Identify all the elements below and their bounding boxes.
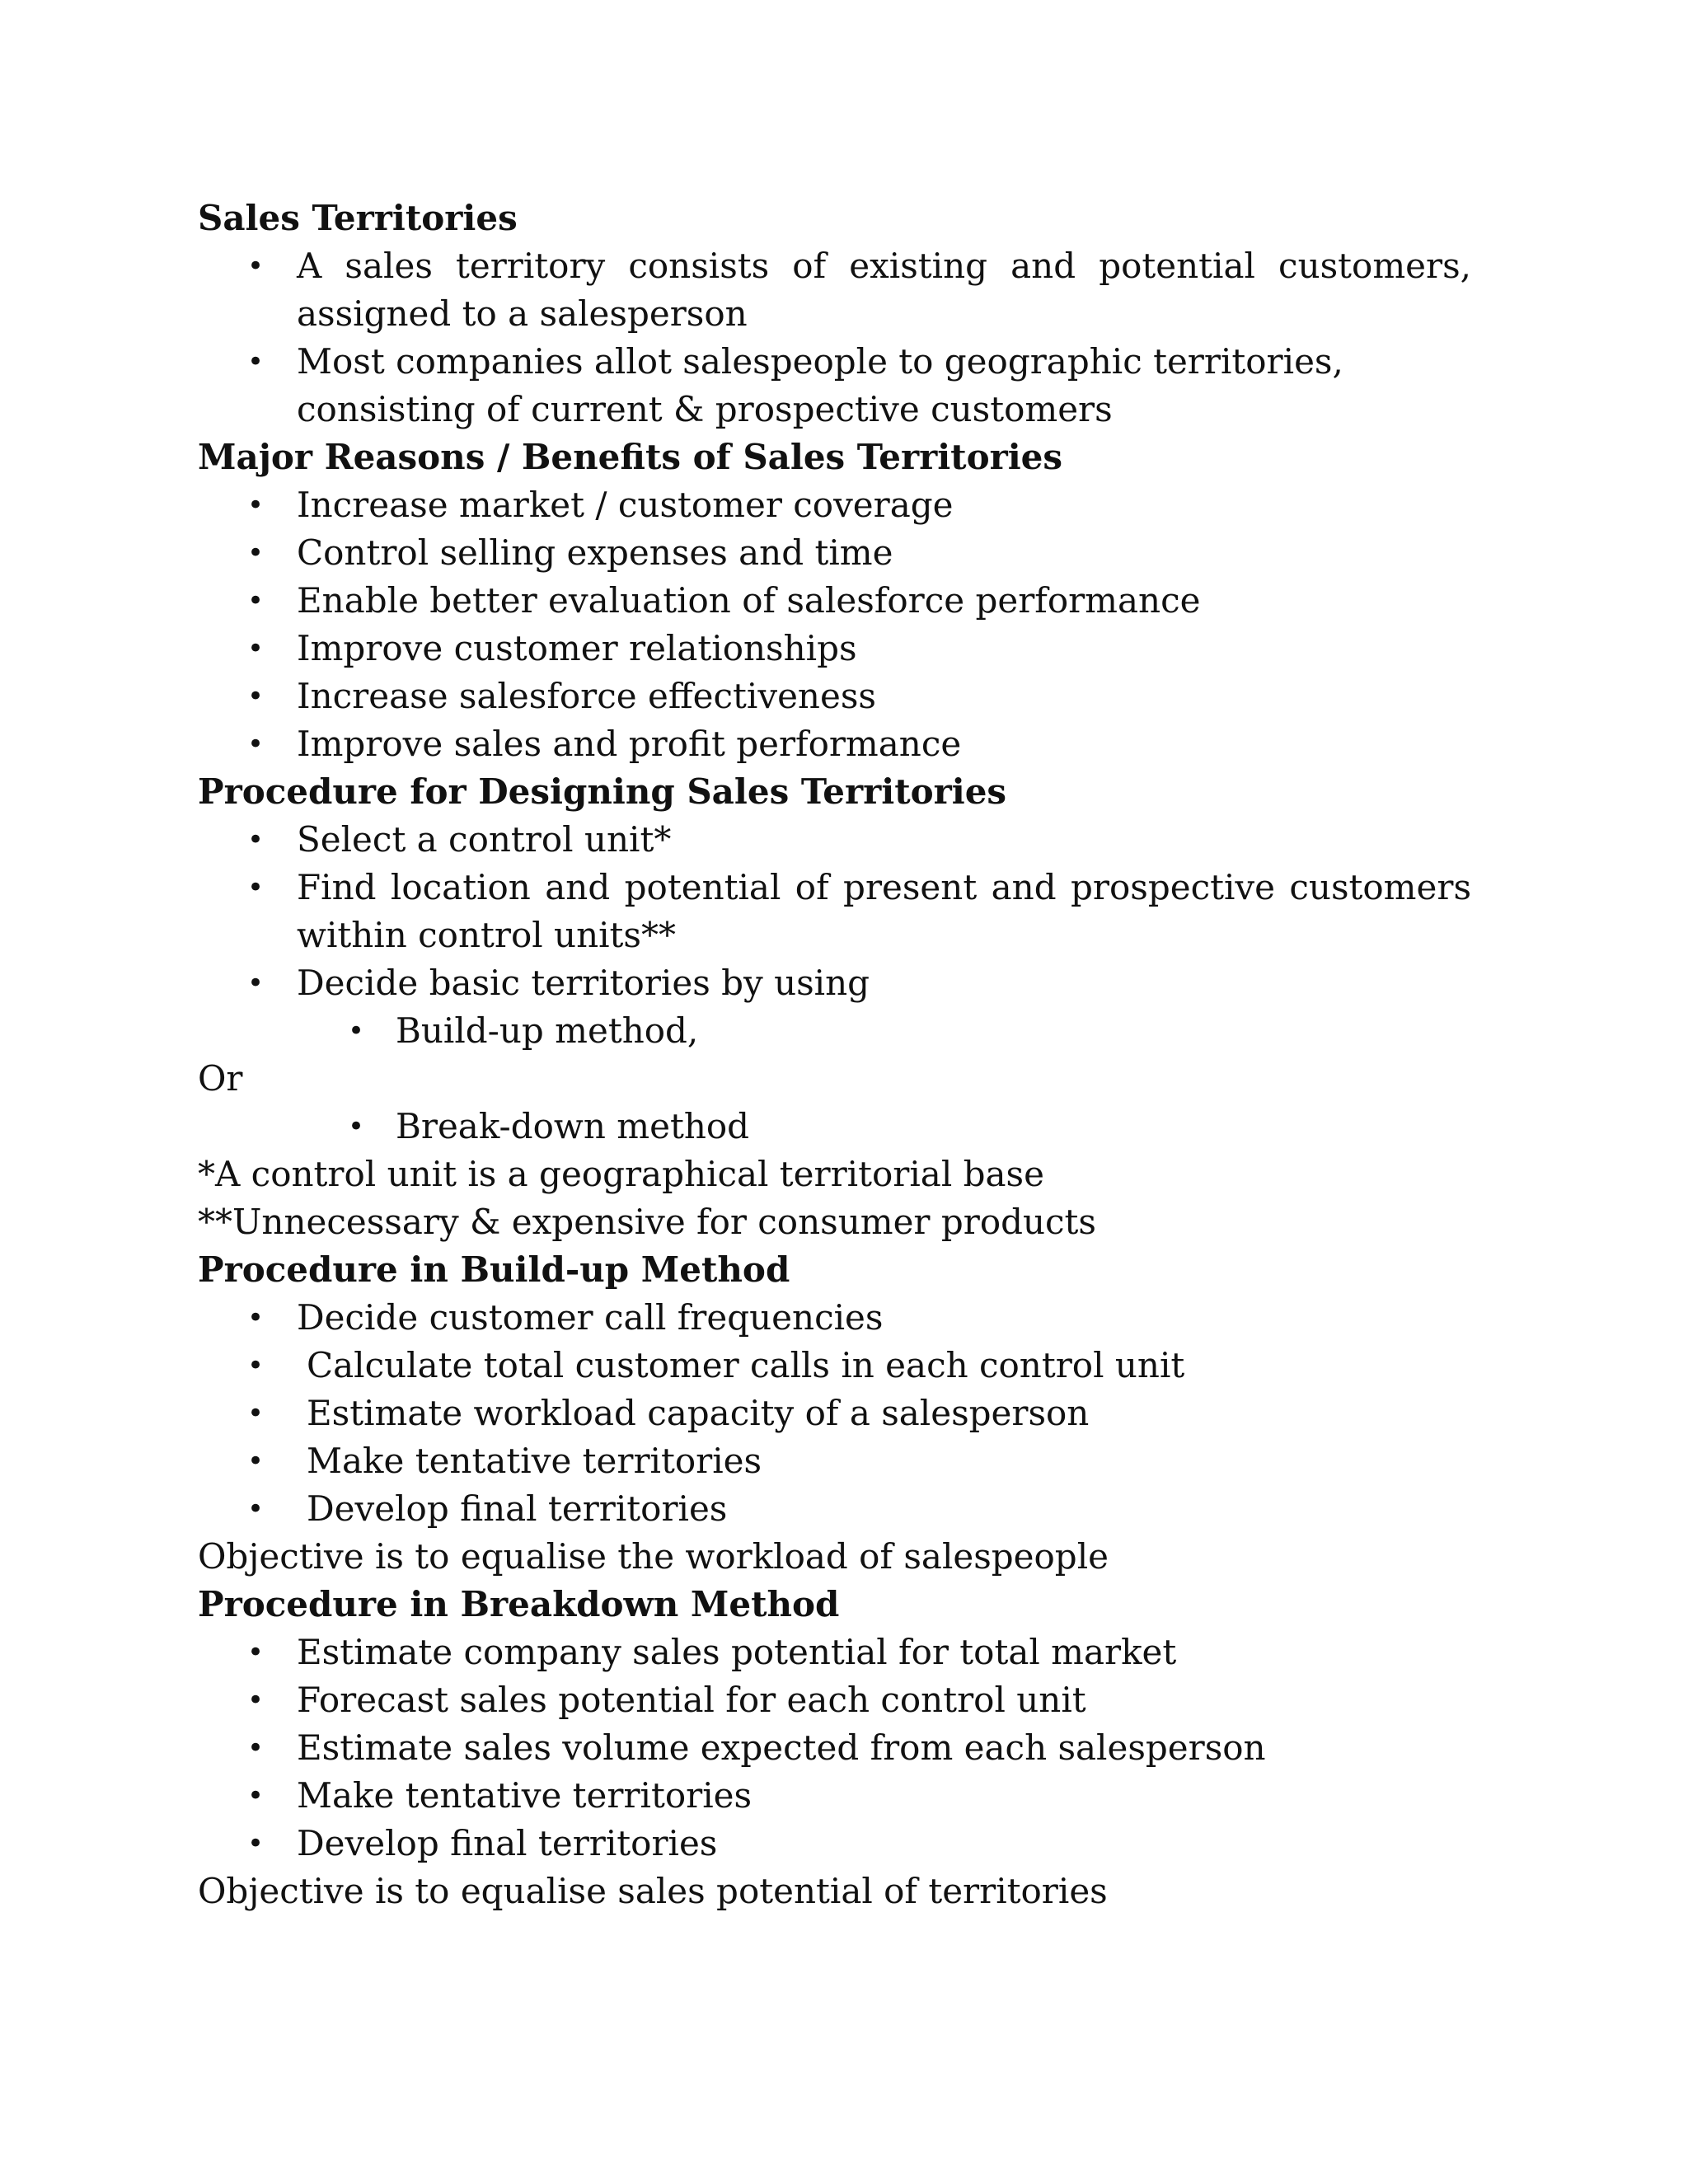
- bullet-icon: •: [348, 1015, 365, 1047]
- bullet-icon: •: [247, 1684, 265, 1717]
- sub-list-item-text: Break-down method: [396, 1106, 750, 1146]
- list-item-text: Find location and potential of present and prospective customers within control units**: [297, 867, 1471, 955]
- document-page: [198, 194, 1471, 1915]
- list-item: [198, 481, 1471, 529]
- list-item-text: Calculate total customer calls in each control unit: [307, 1345, 1185, 1385]
- buildup-list: [198, 1294, 1471, 1533]
- bullet-icon: •: [247, 1445, 265, 1478]
- list-item: [198, 1342, 1471, 1390]
- list-item-text: Increase market / customer coverage: [297, 485, 954, 525]
- section-heading-designing: Procedure for Designing Sales Territories: [198, 771, 1007, 812]
- section-heading-breakdown: Procedure in Breakdown Method: [198, 1584, 840, 1624]
- bullet-icon: •: [247, 1397, 265, 1430]
- designing-list: [198, 816, 1471, 1055]
- list-item-text: Estimate company sales potential for total market: [297, 1632, 1177, 1672]
- list-item: [198, 1676, 1471, 1724]
- bullet-icon: •: [247, 871, 265, 904]
- section-heading-buildup: Procedure in Build-up Method: [198, 1249, 790, 1290]
- benefits-list: [198, 481, 1471, 768]
- list-item: [198, 864, 1471, 959]
- designing-sublist: [198, 1103, 1471, 1151]
- bullet-icon: •: [247, 1301, 265, 1334]
- bullet-icon: •: [247, 680, 265, 713]
- list-item-text: Decide customer call frequencies: [297, 1297, 884, 1338]
- list-item-text: Select a control unit*: [297, 819, 672, 860]
- list-item: [198, 1772, 1471, 1820]
- bullet-icon: •: [247, 1349, 265, 1382]
- list-item: [198, 1820, 1471, 1868]
- list-item-text: Make tentative territories: [307, 1441, 762, 1481]
- bullet-icon: •: [247, 1493, 265, 1526]
- list-item-text: Control selling expenses and time: [297, 532, 893, 573]
- list-item: [198, 1437, 1471, 1485]
- territories-list: [198, 242, 1471, 434]
- list-item-text: Most companies allot salespeople to geographic territories, consisting of current & prospective customers: [297, 341, 1343, 429]
- list-item-text: Forecast sales potential for each control unit: [297, 1680, 1086, 1720]
- list-item: [198, 673, 1471, 720]
- section-heading-sales-territories: Sales Territories: [198, 198, 518, 238]
- list-item-text: Improve sales and profit performance: [297, 724, 962, 764]
- section-heading-benefits: Major Reasons / Benefits of Sales Territories: [198, 437, 1063, 477]
- list-item-text: Improve customer relationships: [297, 628, 857, 668]
- list-item: [198, 529, 1471, 577]
- bullet-icon: •: [247, 967, 265, 1000]
- bullet-icon: •: [247, 728, 265, 761]
- list-item: [198, 959, 1471, 1007]
- bullet-icon: •: [247, 537, 265, 569]
- list-item-text: Increase salesforce effectiveness: [297, 676, 876, 716]
- list-item-text: Decide basic territories by using: [297, 963, 870, 1003]
- bullet-icon: •: [247, 1636, 265, 1669]
- list-item-text: Estimate sales volume expected from each salesperson: [297, 1727, 1266, 1768]
- bullet-icon: •: [247, 1732, 265, 1765]
- breakdown-list: [198, 1629, 1471, 1868]
- list-item: [198, 1724, 1471, 1772]
- list-item-text: Develop final territories: [307, 1488, 728, 1529]
- list-item: [198, 1629, 1471, 1676]
- breakdown-objective: Objective is to equalise sales potential of territories: [198, 1871, 1108, 1911]
- list-item: [198, 1294, 1471, 1342]
- footnote-consumer-products: **Unnecessary & expensive for consumer products: [198, 1202, 1096, 1242]
- bullet-icon: •: [247, 632, 265, 665]
- bullet-icon: •: [247, 823, 265, 856]
- bullet-icon: •: [247, 250, 265, 283]
- list-item: [198, 242, 1471, 338]
- list-item-text: A sales territory consists of existing and potential customers, assigned to a salesperson: [297, 246, 1471, 334]
- bullet-icon: •: [247, 1779, 265, 1812]
- list-item-text: Enable better evaluation of salesforce performance: [297, 580, 1201, 621]
- list-item: [198, 338, 1471, 434]
- list-item: [198, 720, 1471, 768]
- bullet-icon: •: [247, 345, 265, 378]
- list-item: [198, 577, 1471, 625]
- bullet-icon: •: [247, 489, 265, 522]
- list-item: [198, 1485, 1471, 1533]
- sub-list-item: [198, 1103, 1471, 1151]
- bullet-icon: •: [247, 1827, 265, 1860]
- bullet-icon: •: [348, 1110, 365, 1143]
- list-item-text: Make tentative territories: [297, 1775, 753, 1816]
- buildup-objective: Objective is to equalise the workload of salespeople: [198, 1536, 1109, 1577]
- list-item-text: Develop final territories: [297, 1823, 718, 1863]
- or-text: Or: [198, 1058, 243, 1099]
- list-item-text: Estimate workload capacity of a salesperson: [307, 1393, 1090, 1433]
- list-item: [198, 1390, 1471, 1437]
- sub-list-item: [198, 1007, 1471, 1055]
- footnote-control-unit: *A control unit is a geographical territorial base: [198, 1154, 1044, 1194]
- sub-list-item-text: Build-up method,: [396, 1010, 699, 1051]
- list-item: [198, 816, 1471, 864]
- bullet-icon: •: [247, 584, 265, 617]
- list-item: [198, 625, 1471, 673]
